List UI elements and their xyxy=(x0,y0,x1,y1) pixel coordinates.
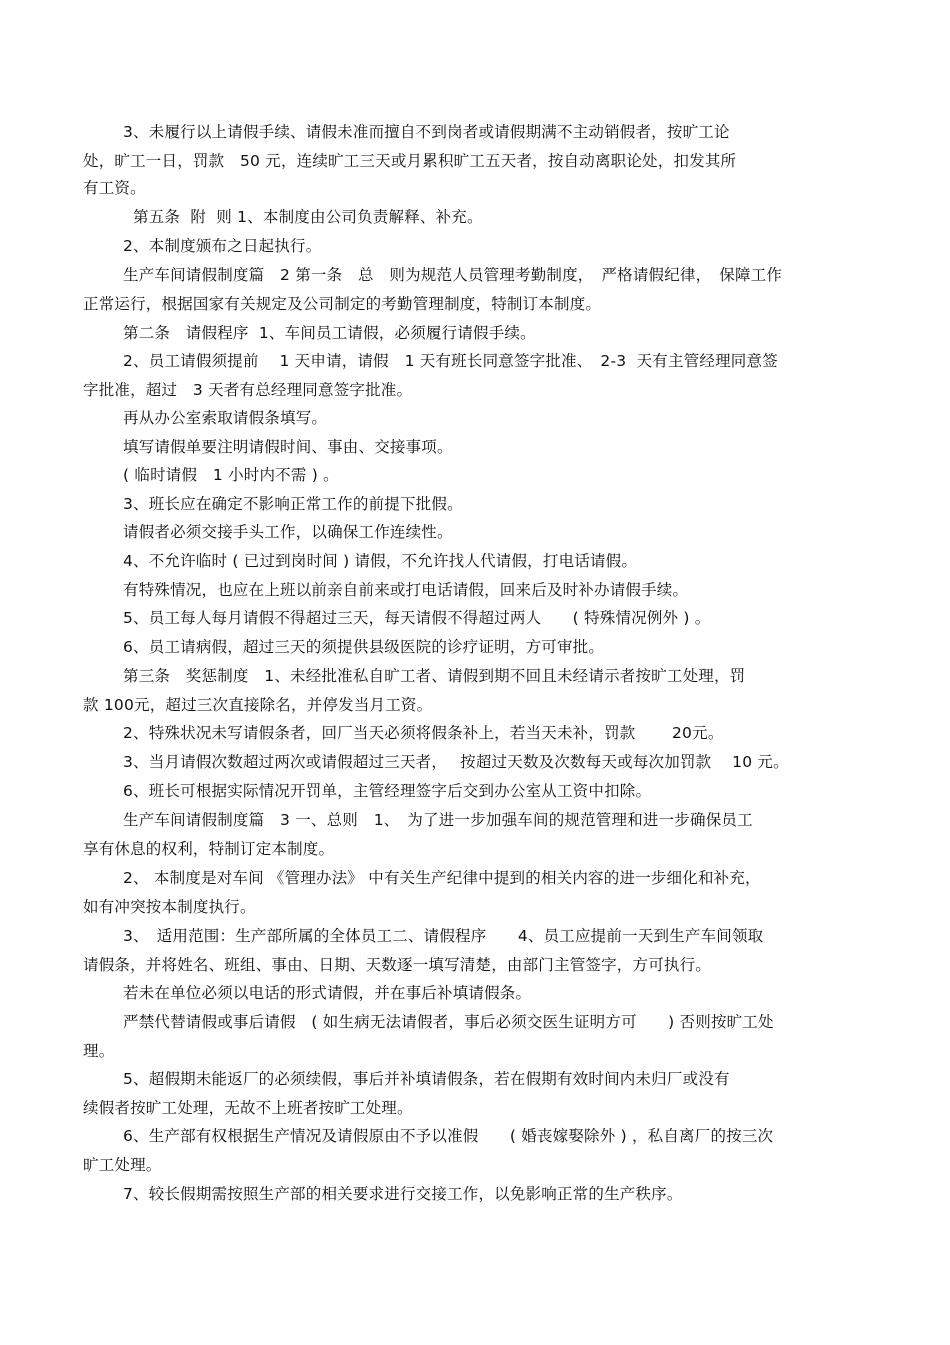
text-line: 字批准，超过 3 天者有总经理同意签字批准。 xyxy=(83,381,413,399)
text-line: 第二条 请假程序 1、车间员工请假，必须履行请假手续。 xyxy=(123,324,536,342)
text-line: 续假者按旷工处理，无故不上班者按旷工处理。 xyxy=(83,1099,413,1117)
text-line: 2、 本制度是对车间 《管理办法》 中有关生产纪律中提到的相关内容的进一步细化和补充， xyxy=(123,869,761,887)
text-line: 6、生产部有权根据生产情况及请假原由不予以准假 ( 婚丧嫁娶除外 ) ，私自离厂的按三次 xyxy=(123,1127,774,1145)
text-line: 有工资。 xyxy=(83,179,146,197)
text-line: 3、班长应在确定不影响正常工作的前提下批假。 xyxy=(123,495,463,513)
text-line: 第五条 附 则 1、本制度由公司负责解释、补充。 xyxy=(133,208,483,226)
text-line: 6、员工请病假，超过三天的须提供县级医院的诊疗证明，方可审批。 xyxy=(123,638,605,656)
text-line: 6、班长可根据实际情况开罚单，主管经理签字后交到办公室从工资中扣除。 xyxy=(123,782,652,800)
text-line: 5、员工每人每月请假不得超过三天，每天请假不得超过两人 ( 特殊情况例外 ) 。 xyxy=(123,609,711,627)
text-line: 2、本制度颁布之日起执行。 xyxy=(123,237,322,255)
text-line: ( 临时请假 1 小时内不需 ) 。 xyxy=(123,466,339,484)
text-line: 生产车间请假制度篇 3 一、总则 1、 为了进一步加强车间的规范管理和进一步确保员工 xyxy=(123,811,753,829)
text-line: 5、超假期未能返厂的必须续假，事后并补填请假条，若在假期有效时间内未归厂或没有 xyxy=(123,1070,730,1088)
text-line: 2、员工请假须提前 1 天申请，请假 1 天有班长同意签字批准、 2-3 天有主管经理同意签 xyxy=(123,352,778,370)
text-line: 请假者必须交接手头工作，以确保工作连续性。 xyxy=(123,523,453,541)
text-line: 3、 适用范围：生产部所属的全体员工二、请假程序 4、员工应提前一天到生产车间领取 xyxy=(123,927,764,945)
text-line: 请假条，并将姓名、班组、事由、日期、天数逐一填写清楚，由部门主管签字，方可执行。 xyxy=(83,956,712,974)
text-line: 3、当月请假次数超过两次或请假超过三天者， 按超过天数及次数每天或每次加罚款 10 元。 xyxy=(123,753,789,771)
text-line: 再从办公室索取请假条填写。 xyxy=(123,409,328,427)
text-line: 2、特殊状况未写请假条者，回厂当天必须将假条补上，若当天未补，罚款 20元。 xyxy=(123,724,724,742)
text-line: 3、未履行以上请假手续、请假未准而擅自不到岗者或请假期满不主动销假者，按旷工论 xyxy=(123,123,730,141)
text-line: 严禁代替请假或事后请假 ( 如生病无法请假者，事后必须交医生证明方可 ) 否则按旷工处 xyxy=(123,1013,774,1031)
text-line: 正常运行，根据国家有关规定及公司制定的考勤管理制度，特制订本制度。 xyxy=(83,295,602,313)
text-line: 若未在单位必须以电话的形式请假，并在事后补填请假条。 xyxy=(123,984,532,1002)
text-line: 填写请假单要注明请假时间、事由、交接事项。 xyxy=(123,438,453,456)
text-line: 处，旷工一日，罚款 50 元，连续旷工三天或月累积旷工五天者，按自动离职论处，扣发其所 xyxy=(83,152,737,170)
text-line: 享有休息的权利，特制订定本制度。 xyxy=(83,840,335,858)
text-line: 生产车间请假制度篇 2 第一条 总 则为规范人员管理考勤制度， 严格请假纪律， 保障工作 xyxy=(123,266,783,284)
text-line: 第三条 奖惩制度 1、未经批准私自旷工者、请假到期不回且未经请示者按旷工处理，罚 xyxy=(123,667,746,685)
text-line: 如有冲突按本制度执行。 xyxy=(83,898,256,916)
text-line: 有特殊情况，也应在上班以前亲自前来或打电话请假，回来后及时补办请假手续。 xyxy=(123,581,689,599)
text-line: 理。 xyxy=(83,1042,115,1060)
text-line: 旷工处理。 xyxy=(83,1156,162,1174)
text-line: 款 100元，超过三次直接除名，并停发当月工资。 xyxy=(83,696,433,714)
text-line: 7、较长假期需按照生产部的相关要求进行交接工作，以免影响正常的生产秩序。 xyxy=(123,1185,683,1203)
text-line: 4、不允许临时 ( 已过到岗时间 ) 请假，不允许找人代请假，打电话请假。 xyxy=(123,552,638,570)
